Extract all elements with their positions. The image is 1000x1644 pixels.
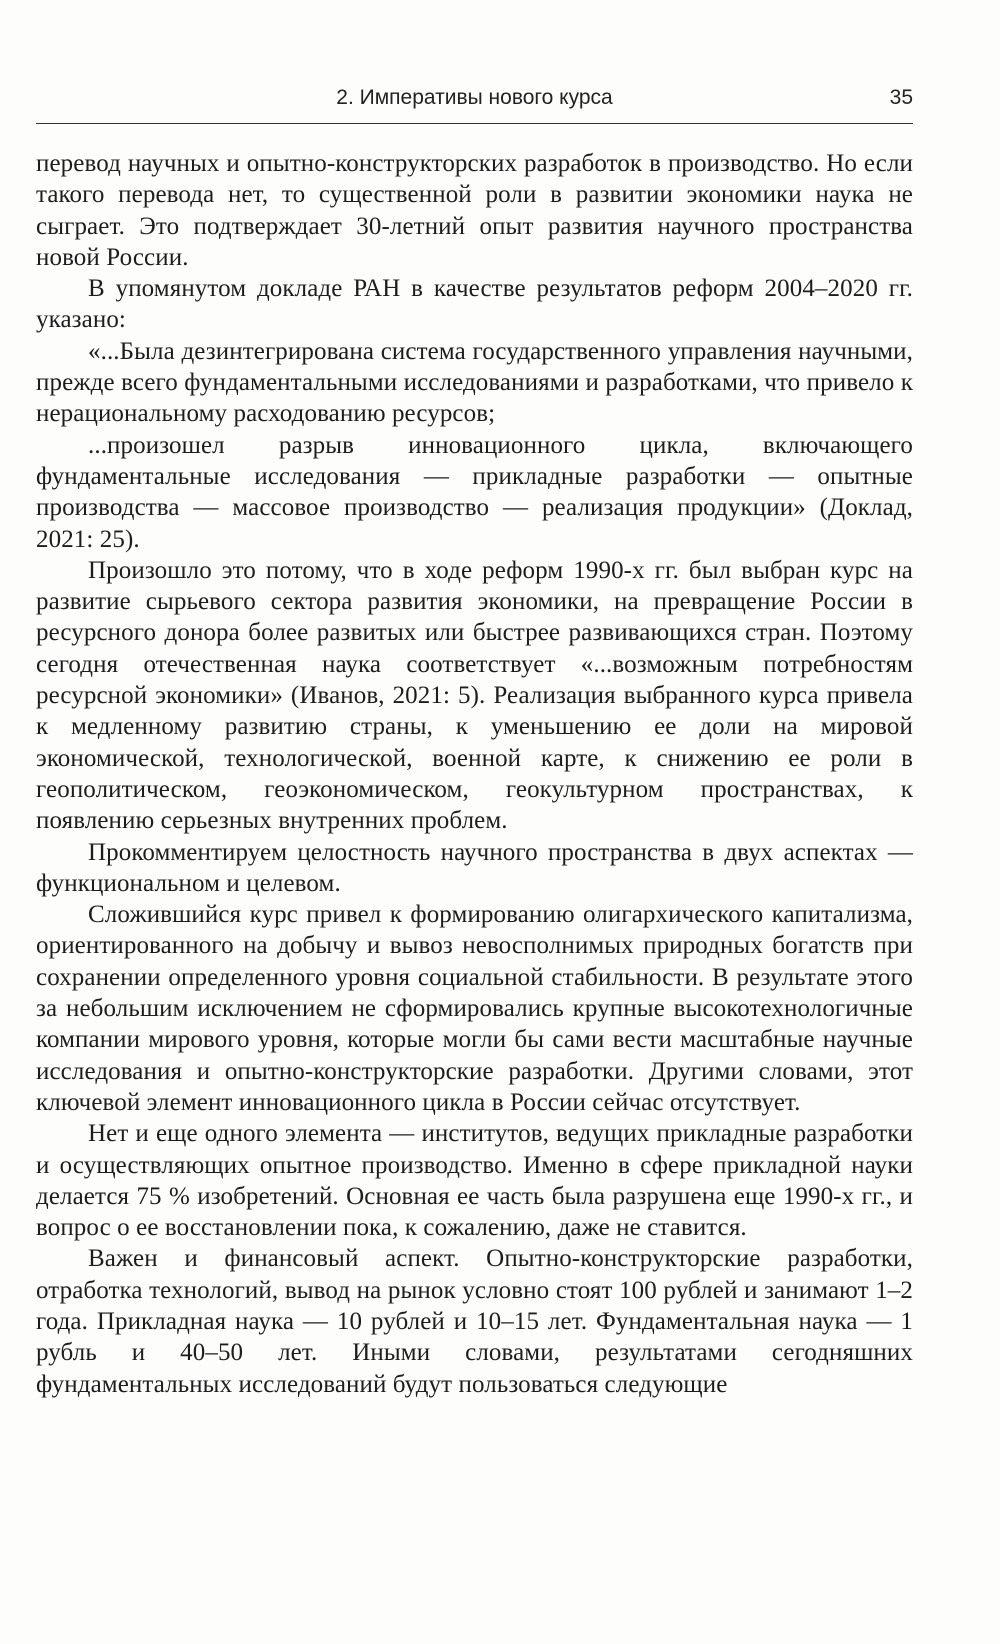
paragraph: перевод научных и опытно-конструкторских разработок в производство. Но если такого перевода нет, то существенной роли в развитии экономики наука не сыграет. Это подтверждает 30-летний опыт развития научного пространства новой России.	[36, 150, 913, 271]
quote-paragraph: «...Была дезинтегрирована система государственного управления научными, прежде всего фундаментальными исследованиями и разработками, что привело к нерациональному расходованию ресурсов;	[36, 337, 913, 428]
paragraph: Прокомментируем целостность научного пространства в двух аспектах — функциональном и целевом.	[36, 838, 913, 897]
running-title: 2. Императивы нового курса	[336, 86, 613, 109]
paragraph: Важен и финансовый аспект. Опытно-конструкторские разработки, отработка технологий, вывод на рынок условно стоят 100 рублей и занимают 1–2 года. Прикладная наука — 10 рублей и 10–15 лет. Фундаментальная наука — 1 рубль и 40–50 лет. Иными словами, результатами сегодняшних фундаментальных исследований будут пользоваться следующие	[36, 1245, 913, 1398]
header-rule	[36, 123, 913, 124]
paragraph: Сложившийся курс привел к формированию олигархического капитализма, ориентированного на добычу и вывоз невосполнимых природных богатств при сохранении определенного уровня социальной стабильности. В результате этого за небольшим исключением не сформировались крупные высокотехнологичные компании мирового уровня, которые могли бы сами вести масштабные научные исследования и опытно-конструкторские разработки. Другими словами, этот ключевой элемент инновационного цикла в России сейчас отсутствует.	[36, 901, 913, 1116]
paragraph: Нет и еще одного элемента — институтов, ведущих прикладные разработки и осуществляющих опытное производство. Именно в сфере прикладной науки делается 75 % изобретений. Основная ее часть была разрушена еще 1990-х гг., и вопрос о ее восстановлении пока, к сожалению, даже не ставится.	[36, 1120, 913, 1242]
running-header	[36, 86, 913, 122]
paragraph: В упомянутом докладе РАН в качестве результатов реформ 2004–2020 гг. указано:	[36, 275, 913, 334]
paragraph: Произошло это потому, что в ходе реформ 1990-х гг. был выбран курс на развитие сырьевого сектора развития экономики, на превращение России в ресурсного донора более развитых или быстрее развивающихся стран. Поэтому сегодня отечественная наука соответствует «...возможным потребностям ресурсной экономики» (Иванов, 2021: 5). Реализация выбранного курса привела к медленному развитию страны, к уменьшению ее доли на мировой экономической, технологической, военной карте, к снижению ее роли в геополитическом, геоэкономическом, геокультурном пространствах, к появлению серьезных внутренних проблем.	[36, 556, 913, 835]
quote-paragraph: ...произошел разрыв инновационного цикла, включающего фундаментальные исследования — прикладные разработки — опытные производства — массовое производство — реализация продукции» (Доклад, 2021: 25).	[36, 431, 913, 553]
body-text	[36, 148, 913, 1400]
page-number: 35	[889, 86, 913, 109]
